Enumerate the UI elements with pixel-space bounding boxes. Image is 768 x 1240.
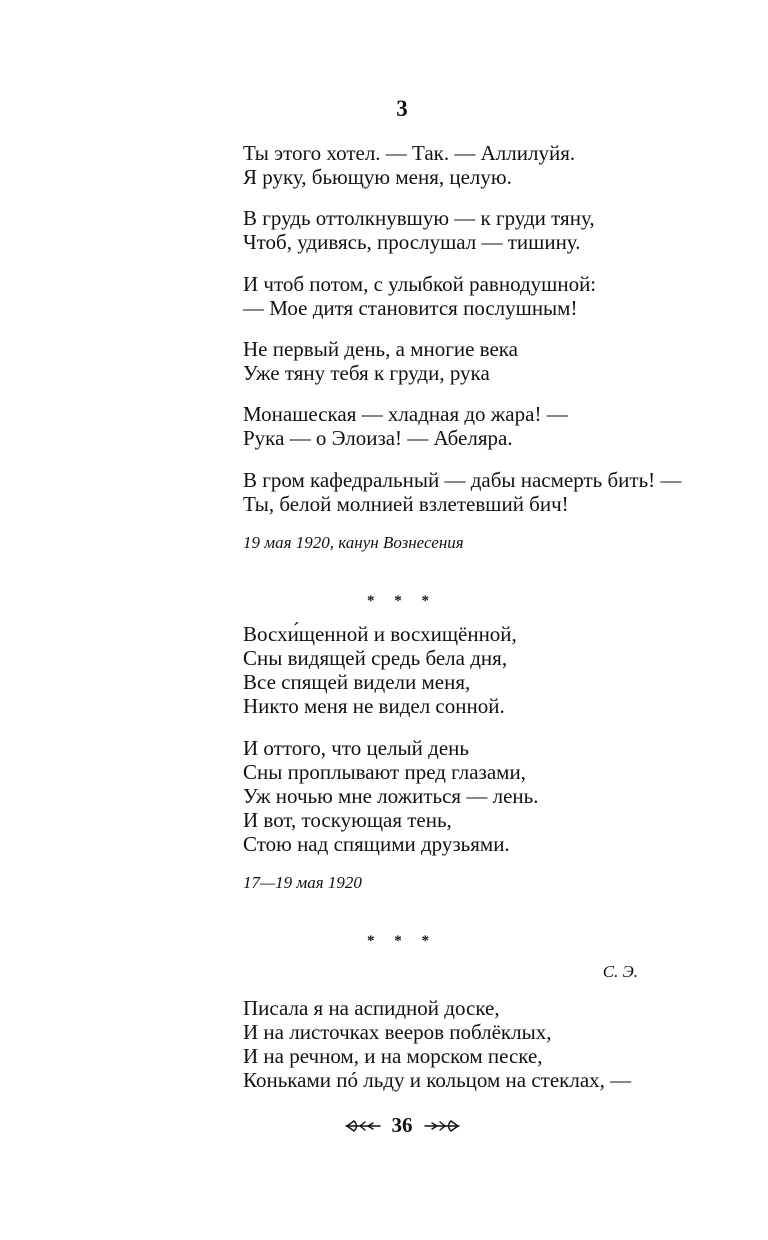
left-ornament-icon xyxy=(344,1117,382,1135)
page-footer xyxy=(0,1113,768,1138)
stanza xyxy=(243,141,575,189)
verse-line: Все спящей видели меня, xyxy=(243,670,471,694)
verse-line: Стою над спящими друзьями. xyxy=(243,832,510,856)
stanza xyxy=(243,402,568,450)
verse-line: Рука — о Элоиза! — Абеляра. xyxy=(243,426,513,450)
poem-date: 17—19 мая 1920 xyxy=(243,873,362,892)
dedication: С. Э. xyxy=(602,962,638,981)
poem-date: 19 мая 1920, канун Вознесения xyxy=(243,533,464,552)
verse-line: И оттого, что целый день xyxy=(243,736,469,760)
stanza xyxy=(243,622,517,718)
verse-line: Сны видящей средь бела дня, xyxy=(243,646,508,670)
stanza xyxy=(243,736,538,856)
right-ornament-icon xyxy=(423,1117,461,1135)
section-separator: * * * xyxy=(367,933,437,949)
verse-line: Не первый день, а многие века xyxy=(243,337,518,361)
verse-line: Ты этого хотел. — Так. — Аллилуйя. xyxy=(243,141,576,165)
verse-line: Уж ночью мне ложиться — лень. xyxy=(243,784,539,808)
page-number: 36 xyxy=(391,1113,413,1137)
stanza xyxy=(243,468,681,516)
stanza xyxy=(243,272,596,320)
verse-line: Ты, белой молнией взлетевший бич! xyxy=(243,492,569,516)
section-number: 3 xyxy=(396,96,408,121)
verse-line: И на речном, и на морском песке, xyxy=(243,1044,543,1068)
stanza xyxy=(243,206,595,254)
verse-line: Восхи́щенной и восхищённой, xyxy=(243,622,517,646)
verse-line: В грудь оттолкнувшую — к груди тяну, xyxy=(243,206,595,230)
verse-line: Уже тяну тебя к груди, рука xyxy=(243,361,490,385)
verse-line: Никто меня не видел сонной. xyxy=(243,694,505,718)
verse-line: Чтоб, удивясь, прослушал — тишину. xyxy=(243,230,581,254)
verse-line: Монашеская — хладная до жара! — xyxy=(243,402,568,426)
stanza xyxy=(243,337,518,385)
verse-line: И чтоб потом, с улыбкой равнодушной: xyxy=(243,272,597,296)
verse-line: Коньками пó льду и кольцом на стеклах, — xyxy=(243,1068,632,1092)
verse-line: Я руку, бьющую меня, целую. xyxy=(243,165,512,189)
verse-line: И вот, тоскующая тень, xyxy=(243,808,452,832)
verse-line: В гром кафедральный — дабы насмерть бить! — xyxy=(243,468,682,492)
verse-line: И на листочках вееров поблёклых, xyxy=(243,1020,552,1044)
verse-line: Сны проплывают пред глазами, xyxy=(243,760,526,784)
verse-line: — Мое дитя становится послушным! xyxy=(243,296,578,320)
section-separator: * * * xyxy=(367,593,437,609)
stanza xyxy=(243,996,631,1092)
verse-line: Писала я на аспидной доске, xyxy=(243,996,500,1020)
